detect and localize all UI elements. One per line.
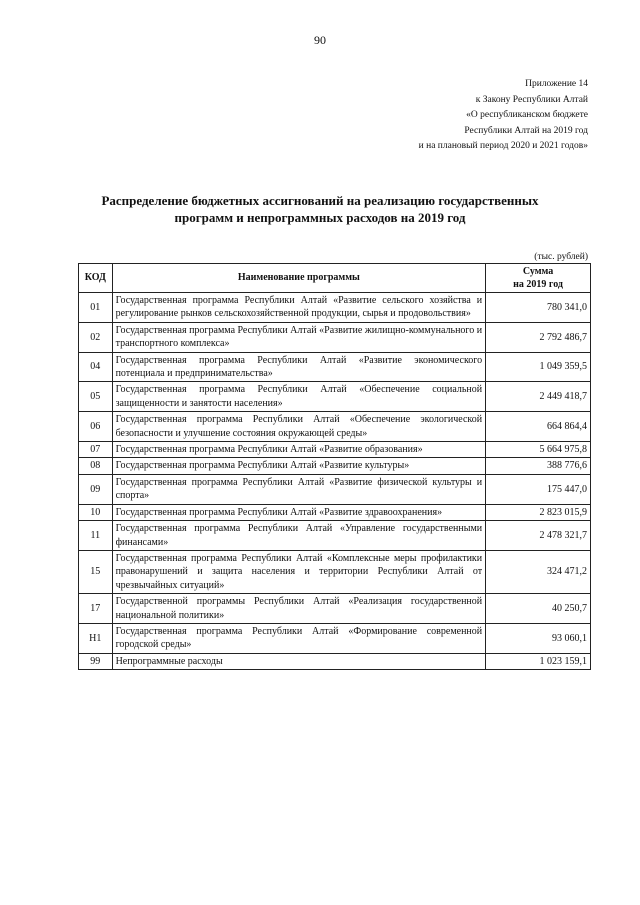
row-sum: 175 447,0 [486, 474, 591, 504]
row-code: 02 [79, 322, 113, 352]
row-program-name: Государственная программа Республики Алтай «Обеспечение социальной защищенности и занятости населения» [112, 382, 486, 412]
header-sum-line-1: Сумма [522, 266, 554, 277]
row-sum: 780 341,0 [486, 293, 591, 323]
row-program-name: Государственной программы Республики Алтай «Реализация государственной национальной политики» [112, 594, 486, 624]
title-line-1: Распределение бюджетных ассигнований на реализацию государственных [101, 193, 539, 208]
row-code: 04 [79, 352, 113, 382]
row-sum: 2 478 321,7 [486, 521, 591, 551]
table-row [79, 412, 591, 442]
table-row [79, 594, 591, 624]
table-row [79, 653, 591, 669]
row-sum: 40 250,7 [486, 594, 591, 624]
row-program-name: Государственная программа Республики Алтай «Управление государственными финансами» [112, 521, 486, 551]
table-row [79, 550, 591, 593]
table-row [79, 442, 591, 458]
header-name: Наименование программы [112, 264, 486, 293]
row-program-name: Государственная программа Республики Алтай «Развитие образования» [112, 442, 486, 458]
header-sum [486, 264, 591, 293]
appendix-line: «О республиканском бюджете [466, 110, 588, 121]
row-code: 15 [79, 550, 113, 593]
table-row [79, 458, 591, 474]
row-code: 09 [79, 474, 113, 504]
budget-table [78, 263, 591, 670]
row-sum: 2 449 418,7 [486, 382, 591, 412]
table-row [79, 382, 591, 412]
row-code: 05 [79, 382, 113, 412]
row-sum: 2 792 486,7 [486, 322, 591, 352]
table-row [79, 623, 591, 653]
appendix-line: и на плановый период 2020 и 2021 годов» [418, 141, 588, 152]
row-code: 01 [79, 293, 113, 323]
row-code: 08 [79, 458, 113, 474]
row-sum: 1 049 359,5 [486, 352, 591, 382]
row-program-name: Государственная программа Республики Алтай «Обеспечение экологической безопасности и улучшение состояния окружающей среды» [112, 412, 486, 442]
row-program-name: Государственная программа Республики Алтай «Развитие жилищно-коммунального и транспортного комплекса» [112, 322, 486, 352]
table-header-row [79, 264, 591, 293]
table-row [79, 293, 591, 323]
row-code: 06 [79, 412, 113, 442]
row-code: 11 [79, 521, 113, 551]
row-sum: 93 060,1 [486, 623, 591, 653]
row-sum: 324 471,2 [486, 550, 591, 593]
row-sum: 5 664 975,8 [486, 442, 591, 458]
row-sum: 2 823 015,9 [486, 504, 591, 520]
appendix-line: Приложение 14 [525, 79, 588, 89]
units-label: (тыс. рублей) [534, 252, 588, 262]
header-code: КОД [79, 264, 113, 293]
header-sum-line-2: на 2019 год [513, 279, 563, 290]
row-program-name: Государственная программа Республики Алтай «Развитие культуры» [112, 458, 486, 474]
row-code: 99 [79, 653, 113, 669]
row-sum: 1 023 159,1 [486, 653, 591, 669]
table-row [79, 352, 591, 382]
page-number: 90 [314, 33, 326, 47]
row-sum: 664 864,4 [486, 412, 591, 442]
row-program-name: Государственная программа Республики Алтай «Развитие сельского хозяйства и регулирование рынков сельскохозяйственной продукции, сырья и продовольствия» [112, 293, 486, 323]
row-program-name: Государственная программа Республики Алтай «Развитие физической культуры и спорта» [112, 474, 486, 504]
row-sum: 388 776,6 [486, 458, 591, 474]
row-program-name: Непрограммные расходы [112, 653, 486, 669]
row-program-name: Государственная программа Республики Алтай «Комплексные меры профилактики правонарушений и защита населения и территории Республики Алтай от чрезвычайных ситуаций» [112, 550, 486, 593]
row-program-name: Государственная программа Республики Алтай «Формирование современной городской среды» [112, 623, 486, 653]
table-row [79, 474, 591, 504]
row-code: 07 [79, 442, 113, 458]
table-row [79, 322, 591, 352]
appendix-line: Республики Алтай на 2019 год [464, 125, 588, 136]
row-code: 10 [79, 504, 113, 520]
appendix-line: к Закону Республики Алтай [475, 94, 588, 105]
table-row [79, 504, 591, 520]
row-code: Н1 [79, 623, 113, 653]
table-body [79, 293, 591, 670]
row-program-name: Государственная программа Республики Алтай «Развитие экономического потенциала и предпринимательства» [112, 352, 486, 382]
title-line-2: программ и непрограммных расходов на 2019 год [174, 210, 466, 225]
table-row [79, 521, 591, 551]
appendix-header [419, 77, 588, 155]
row-code: 17 [79, 594, 113, 624]
document-title [80, 192, 560, 226]
row-program-name: Государственная программа Республики Алтай «Развитие здравоохранения» [112, 504, 486, 520]
